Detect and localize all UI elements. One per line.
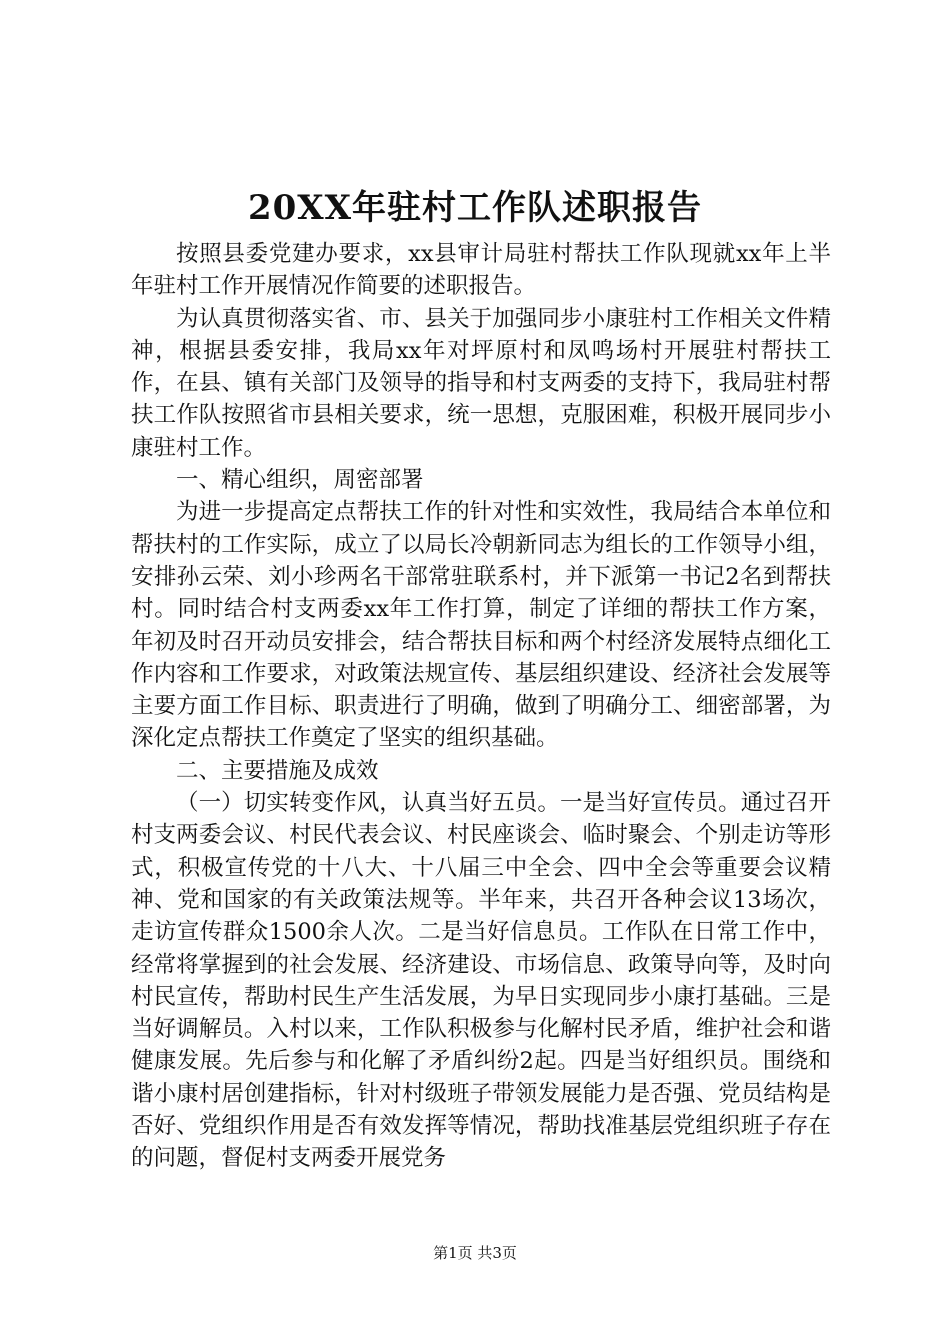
section-heading-1: 一、精心组织，周密部署 (176, 467, 424, 494)
paragraph-background: 为认真贯彻落实省、市、县关于加强同步小康驻村工作相关文件精神，根据县委安排，我局xx年对坪原村和凤鸣场村开展驻村帮扶工作，在县、镇有关部门及领导的指导和村支两委的支持下，我局驻村帮扶工作队按照省市县相关要求，统一思想，克服困难，积极开展同步小康驻村工作。 (131, 305, 831, 461)
document-body (131, 238, 831, 1175)
paragraph-measures: （一）切实转变作风，认真当好五员。一是当好宣传员。通过召开村支两委会议、村民代表会议、村民座谈会、临时聚会、个别走访等形式，积极宣传党的十八大、十八届三中全会、四中全会等重要会议精神、党和国家的有关政策法规等。半年来，共召开各种会议13场次，走访宣传群众1500余人次。二是当好信息员。工作队在日常工作中，经常将掌握到的社会发展、经济建设、市场信息、政策导向等，及时向村民宣传，帮助村民生产生活发展，为早日实现同步小康打基础。三是当好调解员。入村以来，工作队积极参与化解村民矛盾，维护社会和谐健康发展。先后参与和化解了矛盾纠纷2起。四是当好组织员。围绕和谐小康村居创建指标，针对村级班子带领发展能力是否强、党员结构是否好、党组织作用是否有效发挥等情况，帮助找准基层党组织班子存在的问题，督促村支两委开展党务 (131, 790, 831, 1172)
paragraph-organization: 为进一步提高定点帮扶工作的针对性和实效性，我局结合本单位和帮扶村的工作实际，成立了以局长冷朝新同志为组长的工作领导小组，安排孙云荣、刘小珍两名干部常驻联系村，并下派第一书记2名到帮扶村。同时结合村支两委xx年工作打算，制定了详细的帮扶工作方案，年初及时召开动员安排会，结合帮扶目标和两个村经济发展特点细化工作内容和工作要求，对政策法规宣传、基层组织建设、经济社会发展等主要方面工作目标、职责进行了明确，做到了明确分工、细密部署，为深化定点帮扶工作奠定了坚实的组织基础。 (131, 499, 831, 752)
section-heading-2: 二、主要措施及成效 (176, 757, 379, 784)
paragraph-intro: 按照县委党建办要求，xx县审计局驻村帮扶工作队现就xx年上半年驻村工作开展情况作简要的述职报告。 (131, 241, 831, 300)
page-footer: 第1页 共3页 (433, 1244, 517, 1262)
document-title: 20XX年驻村工作队述职报告 (247, 188, 703, 228)
